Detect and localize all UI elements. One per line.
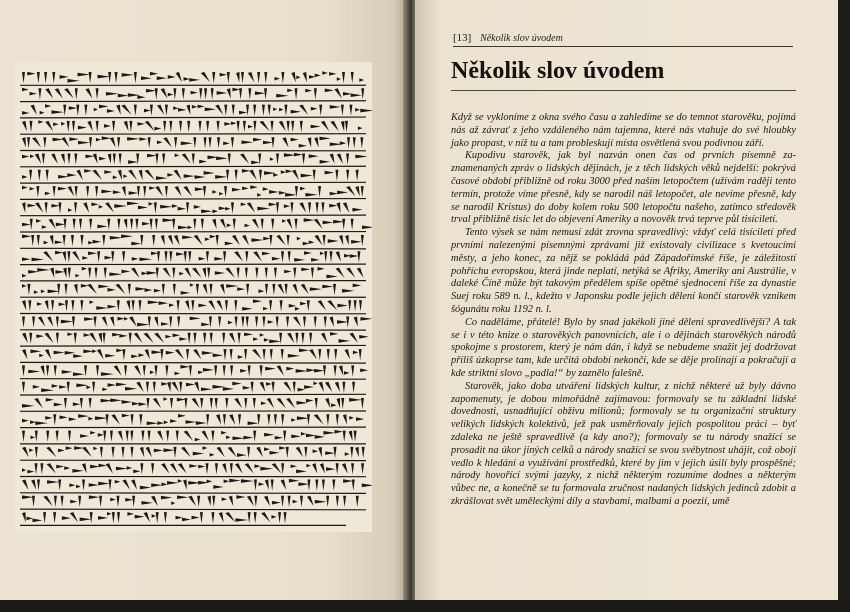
cuneiform-tablet-drawing [14, 62, 372, 532]
bottom-edge-shadow [0, 600, 850, 612]
page-edge-shadow [838, 0, 850, 612]
paragraph: Kupodivu starověk, jak byl nazván onen čas od prvních písemně zaznamenaných zpráv o lidských dějinách, je z těch lidských věků nejdelší: pokrývá časové období přibližně od roku 3000 před naším letopočtem (užívám raději tento termín, protože víme přesně, kdy se narodil náš letopočet, ale nevíme přesně, kdy se narodil Kristus) do doby kolem roku 500 letopočtu našeho, zatímco středověk trval přibližně tisíc let do objevení Ameriky a novověk trvá teprve půl tisíciletí. [451, 150, 796, 226]
paragraph: Starověk, jako doba utváření lidských kultur, z nichž některé už byly dávno zapomenuty, je dobou mimořádně zajímavou: formovaly se tu základní lidské dovednosti, usnadňující obživu milionů; formovaly se tu organizační struktury velikých lidských kolektivů, jež pak usměrňovaly jejich pospolitou práci – byť zdaleka ne ještě spravedlivě (a kdy ano?); formovaly se tu národy snažící se prosadit na úkor jiných celků a národy snažící se svou svébytnost uhájit, což obojí vedlo k hledání a využívání prostředků, které by jim v jejich úsilí byly prospěšné; národy hovořící svými jazyky, z nichž některým rozumíme dodnes a některým vůbec ne, a konečně se tu formovala zručnost nadaných lidských jedinců zdobit a zkrášlovat svět uměleckými díly a stavbami, malbami a poezií, umě [451, 380, 796, 507]
paragraph: Co naděláme, přátelé! Bylo by snad jakékoli jiné dělení spravedlivější? A tak se i v této knize o starověkých panovnících, ale i o dějinách starověkých národů spokojme s prostorem, který je nám dán, i když se nebudeme snažit jej dodržovat příliš úzkoprse tam, kde určitá období nekončí, kde se děje prolínají a pokračují a kde striktní slovo „padla!“ by zaznělo falešně. [451, 316, 796, 379]
paragraph: Když se vykloníme z okna svého času a zahledíme se do temnot starověku, pojímá nás až závrať z jeho vzdáleného nám tajemna, které nás vtahuje do své hloubky jako propast, v níž tu a tam probleskují místa osvětlená svou podivnou září. [451, 112, 796, 149]
cuneiform-illustration [14, 62, 372, 532]
chapter-body [451, 112, 796, 509]
chapter-title: Několik slov úvodem [451, 58, 665, 84]
running-head-title: Několik slov úvodem [480, 33, 563, 44]
running-head [453, 32, 793, 47]
page-number: [13] [453, 32, 472, 44]
paragraph: Tento výsek se nám nemusí zdát zrovna spravedlivý: vždyť celá tisíciletí před prvními nalezenými písemnými zprávami již existovaly civilizace s kvetoucími městy, a jeho konec, za nějž se pokládá pád Západořímské říše, je záležitostí pohříchu evropskou, která jinde neplatí, netýká se Afriky, Ameriky ani Austrálie, v daleké Číně může být takovým předělem spíše opětné sjednocení říše za dynastie Suej roku 589 n. l., kdežto v Japonsku podle jejich dělení končí starověk vznikem šógunátu roku 1192 n. l. [451, 227, 796, 315]
title-rule [451, 90, 796, 91]
